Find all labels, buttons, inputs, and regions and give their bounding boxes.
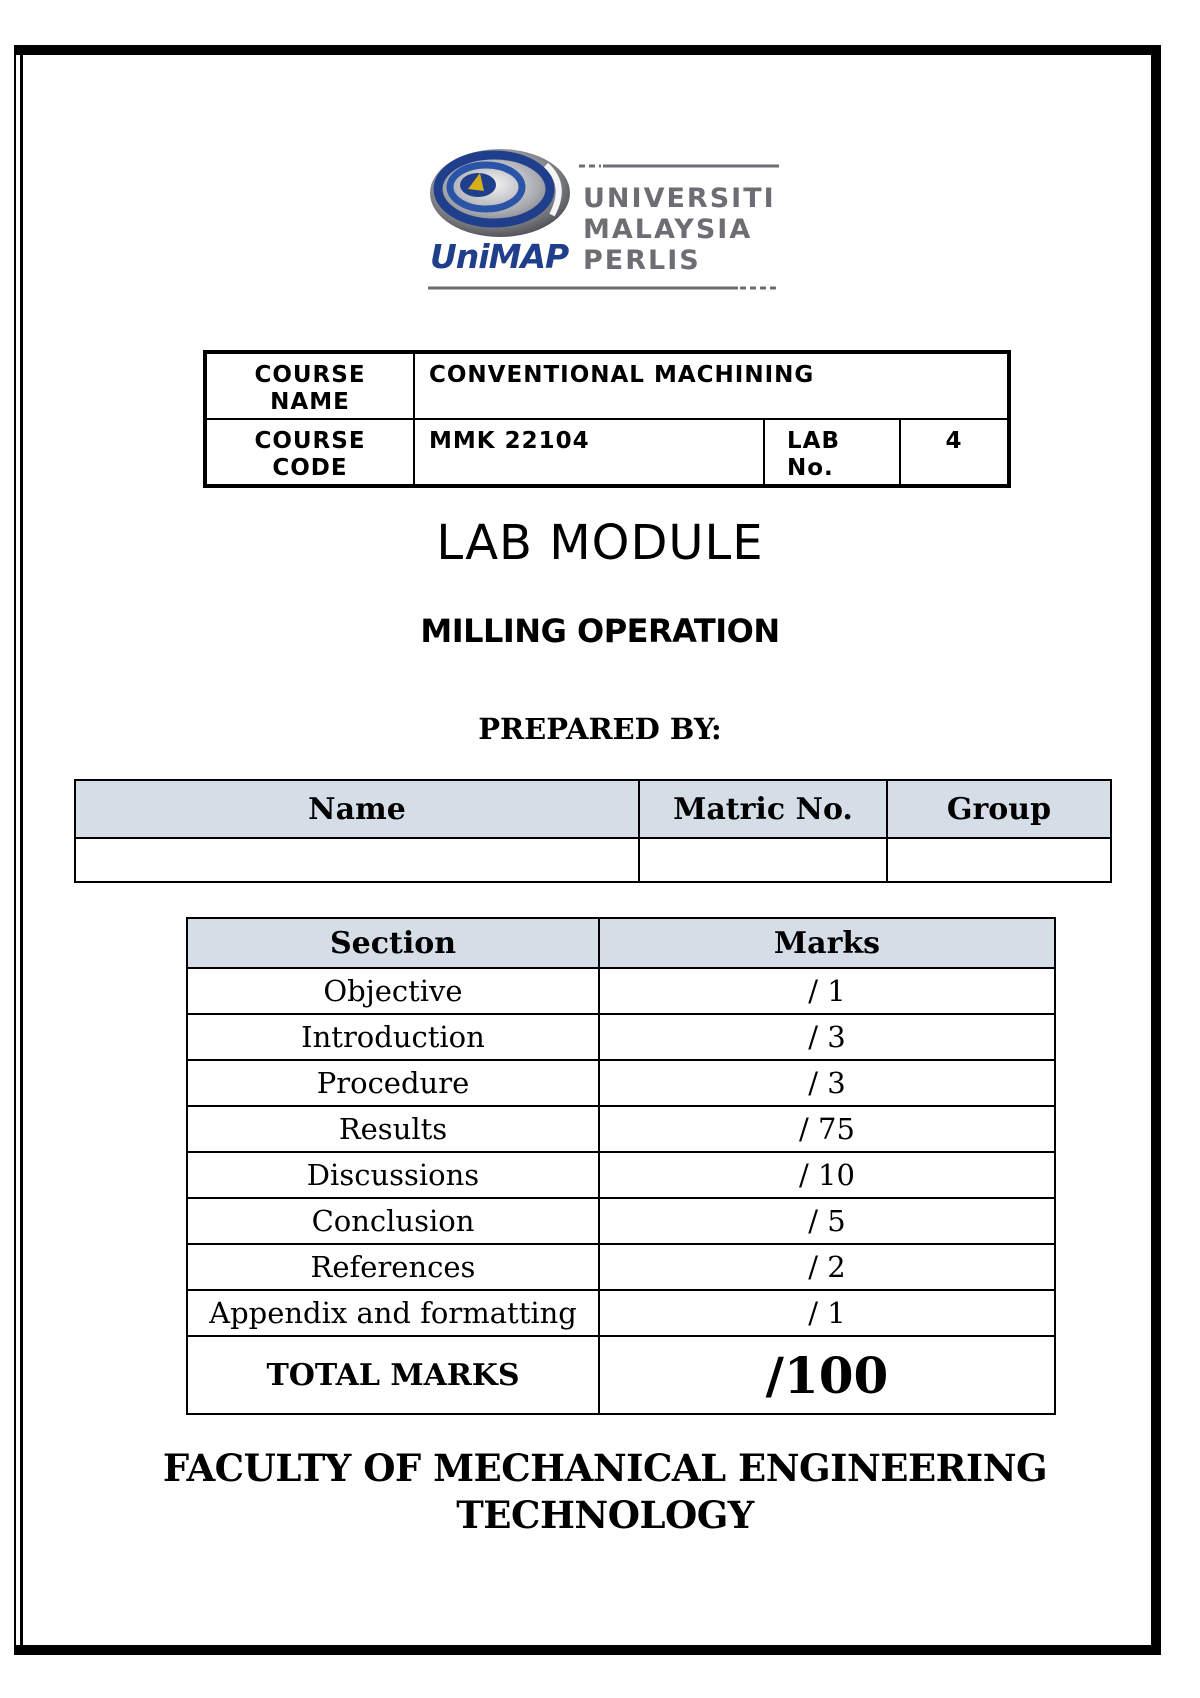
table-row <box>187 1060 1055 1106</box>
table-row <box>187 1244 1055 1290</box>
marks-column-header: Marks <box>599 918 1055 968</box>
group-cell[interactable] <box>887 838 1111 882</box>
table-row <box>187 1014 1055 1060</box>
marks-header-row <box>187 918 1055 968</box>
total-row <box>187 1336 1055 1414</box>
logo-bottom-rule <box>428 283 780 293</box>
marks-cell: / 10 <box>599 1152 1055 1198</box>
logo-wordmark: UniMAP <box>430 237 569 276</box>
marks-cell: / 1 <box>599 1290 1055 1336</box>
marks-cell: / 3 <box>599 1014 1055 1060</box>
document-title: LAB MODULE <box>436 515 764 571</box>
course-code-row <box>205 419 1009 486</box>
group-column-header: Group <box>887 780 1111 838</box>
course-name-label: COURSE NAME <box>205 352 414 419</box>
lab-no-label: LAB No. <box>764 419 900 486</box>
page-border-inner-line <box>20 55 23 1645</box>
marks-cell: / 2 <box>599 1244 1055 1290</box>
university-logo <box>428 145 780 295</box>
course-name-value: CONVENTIONAL MACHINING <box>414 352 1009 419</box>
section-cell: Results <box>187 1106 599 1152</box>
matric-cell[interactable] <box>639 838 887 882</box>
marks-cell: / 75 <box>599 1106 1055 1152</box>
unimap-emblem-icon <box>428 145 578 245</box>
course-name-row <box>205 352 1009 419</box>
marks-cell: / 5 <box>599 1198 1055 1244</box>
marks-cell: / 1 <box>599 968 1055 1014</box>
course-code-value: MMK 22104 <box>414 419 764 486</box>
marks-table <box>186 917 1056 1415</box>
table-row <box>187 1152 1055 1198</box>
section-cell: Objective <box>187 968 599 1014</box>
faculty-line-2: TECHNOLOGY <box>456 1493 754 1537</box>
course-info-table <box>203 350 1011 488</box>
prepared-by-table <box>74 779 1112 883</box>
document-subtitle: MILLING OPERATION <box>420 612 780 650</box>
total-marks-value: /100 <box>599 1336 1055 1414</box>
logo-line-malaysia: MALAYSIA <box>583 214 753 245</box>
section-column-header: Section <box>187 918 599 968</box>
lab-no-value: 4 <box>900 419 1009 486</box>
logo-top-rule <box>579 161 779 171</box>
logo-line-perlis: PERLIS <box>583 245 701 276</box>
section-cell: Procedure <box>187 1060 599 1106</box>
name-column-header: Name <box>75 780 639 838</box>
logo-line-universiti: UNIVERSITI <box>583 183 776 214</box>
faculty-line-1: FACULTY OF MECHANICAL ENGINEERING <box>162 1446 1048 1490</box>
matric-column-header: Matric No. <box>639 780 887 838</box>
marks-cell: / 3 <box>599 1060 1055 1106</box>
section-cell: Conclusion <box>187 1198 599 1244</box>
faculty-name <box>0 1445 1200 1539</box>
prepared-by-heading: PREPARED BY: <box>478 712 722 746</box>
prepared-by-header-row <box>75 780 1111 838</box>
table-row <box>187 968 1055 1014</box>
prepared-by-entry-row <box>75 838 1111 882</box>
section-cell: Introduction <box>187 1014 599 1060</box>
table-row <box>187 1198 1055 1244</box>
section-cell: Discussions <box>187 1152 599 1198</box>
total-marks-label: TOTAL MARKS <box>187 1336 599 1414</box>
name-cell[interactable] <box>75 838 639 882</box>
course-code-label: COURSE CODE <box>205 419 414 486</box>
section-cell: References <box>187 1244 599 1290</box>
section-cell: Appendix and formatting <box>187 1290 599 1336</box>
table-row <box>187 1290 1055 1336</box>
table-row <box>187 1106 1055 1152</box>
